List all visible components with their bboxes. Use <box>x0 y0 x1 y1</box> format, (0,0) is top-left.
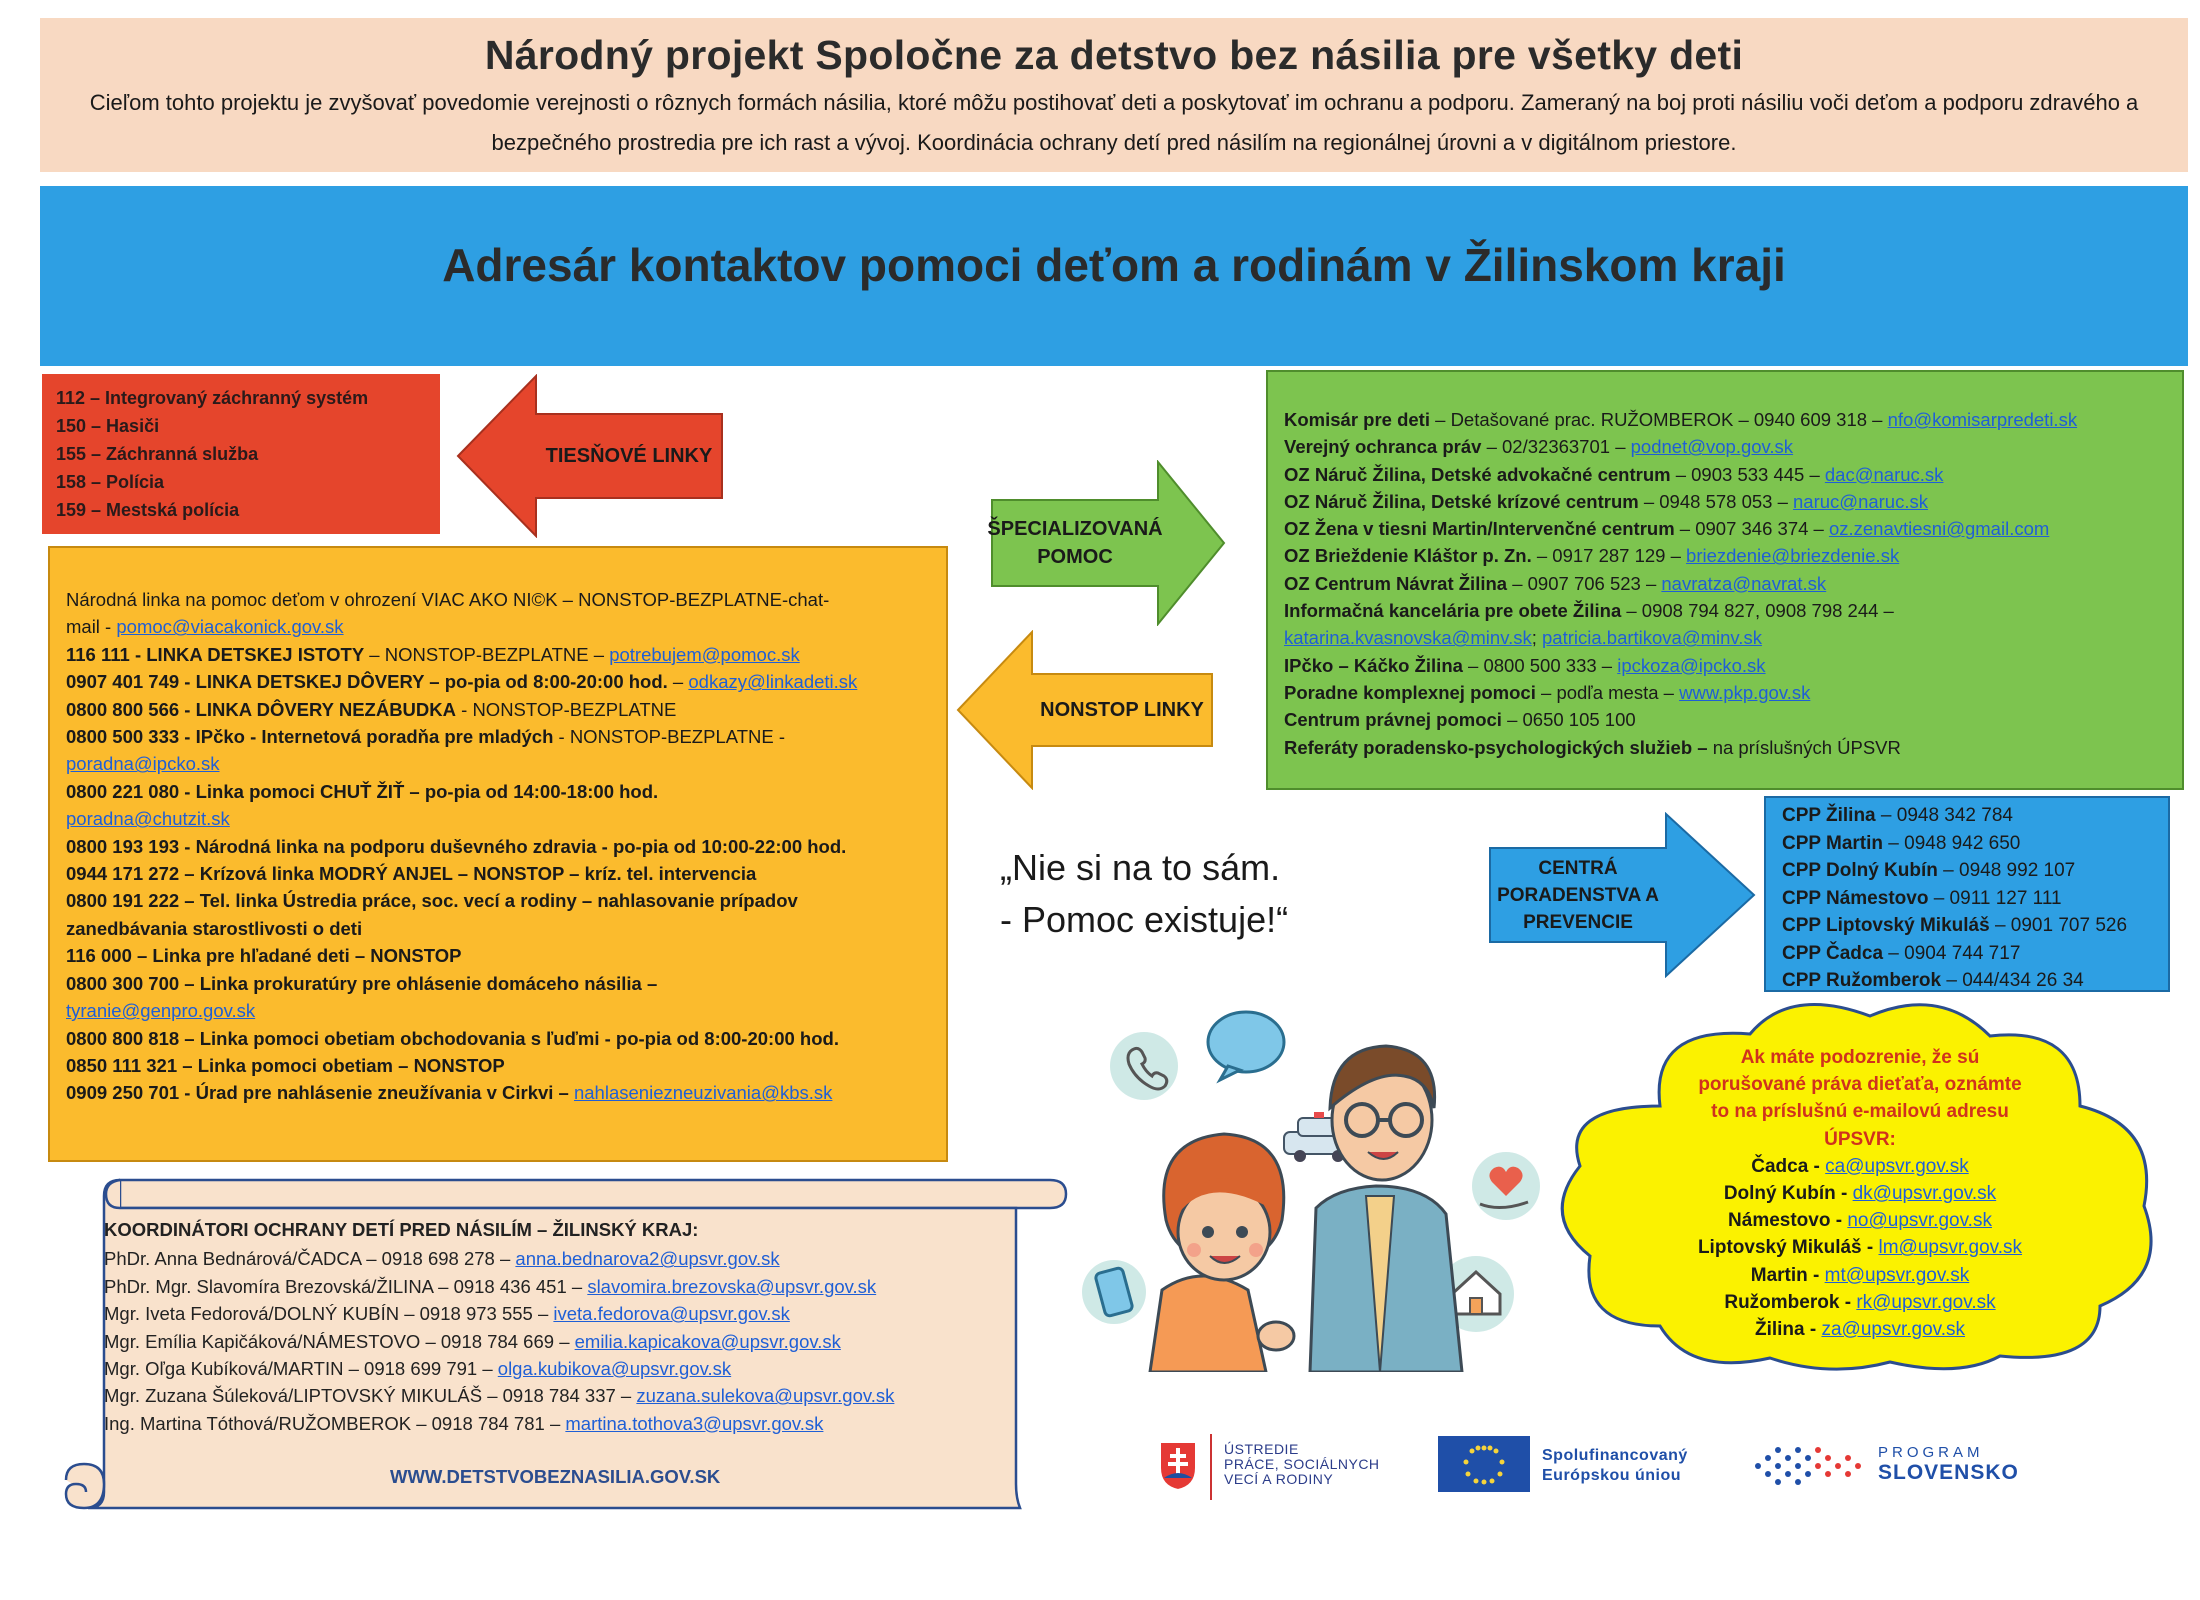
web-link[interactable]: www.pkp.gov.sk <box>1679 681 1811 703</box>
email-link[interactable]: za@upsvr.gov.sk <box>1821 1319 1966 1341</box>
email-link[interactable]: briezdenie@briezdenie.sk <box>1686 545 1900 567</box>
contact-line: 0800 800 818 – Linka pomoci obetiam obchodovania s ľuďmi - po-pia od 8:00-20:00 hod. <box>66 1027 839 1049</box>
counseling-centers-box <box>1764 796 2170 992</box>
counseling-centers-arrow <box>1488 812 1756 978</box>
coordinator-row: PhDr. Anna Bednárová/ČADCA – 0918 698 278 – anna.bednarova2@upsvr.gov.sk <box>104 1248 780 1270</box>
contact-line: 0800 800 566 - LINKA DÔVERY NEZÁBUDKA - NONSTOP-BEZPLATNE <box>66 698 677 720</box>
email-link[interactable]: lm@upsvr.gov.sk <box>1878 1237 2023 1259</box>
project-description: Cieľom tohto projektu je zvyšovať povedomie verejnosti o rôznych formách násilia, ktoré môžu postihovať deti a poskytovať im ochranu a podporu. Zameraný na boj proti násiliu voči deťom a podporu zdravého a bezpečného prostredia pre ich rast a vývoj. Koordinácia ochrany detí pred násilím na regionálnej úrovni a v digitálnom priestore. <box>89 90 2139 155</box>
email-link[interactable]: potrebujem@pomoc.sk <box>609 643 800 665</box>
arrow-label: CENTRÁ PORADENSTVA A PREVENCIE <box>1497 857 1659 933</box>
email-link[interactable]: olga.kubikova@upsvr.gov.sk <box>497 1358 732 1380</box>
phone-icon <box>1082 1260 1146 1324</box>
email-link[interactable]: dk@upsvr.gov.sk <box>1852 1183 1997 1205</box>
report-email-row: Čadca - ca@upsvr.gov.sk <box>1751 1155 1969 1177</box>
email-link[interactable]: patricia.bartikova@minv.sk <box>1542 627 1762 649</box>
report-instructions <box>1600 1044 2120 1343</box>
contact-line: OZ Náruč Žilina, Detské advokačné centrum – 0903 533 445 – dac@naruc.sk <box>1284 463 1944 485</box>
contact-line: 0850 111 321 – Linka pomoci obetiam – NONSTOP <box>66 1054 505 1076</box>
emergency-line: 150 – Hasiči <box>56 416 160 436</box>
emergency-line: 158 – Polícia <box>56 472 165 492</box>
report-email-row: Liptovský Mikuláš - lm@upsvr.gov.sk <box>1697 1237 2023 1259</box>
emergency-line: 159 – Mestská polícia <box>56 500 240 520</box>
cpp-line: CPP Dolný Kubín – 0948 992 107 <box>1782 860 2076 881</box>
contact-line: 116 111 - LINKA DETSKEJ ISTOTY – NONSTOP-BEZPLATNE – potrebujem@pomoc.sk <box>66 643 800 665</box>
contact-line: OZ Náruč Žilina, Detské krízové centrum – 0948 578 053 – naruc@naruc.sk <box>1284 490 1928 512</box>
contact-line: Informačná kancelária pre obete Žilina – 0908 794 827, 0908 798 244 – <box>1284 600 1894 622</box>
contact-line: 0800 191 222 – Tel. linka Ústredia práce, soc. vecí a rodiny – nahlasovanie prípadov <box>66 890 798 912</box>
emergency-lines-box <box>42 374 440 534</box>
eu-logo: Spolufinancovaný Európskou úniou <box>1438 1436 1738 1496</box>
parent-and-child-illustration <box>1070 1000 1540 1372</box>
heart-hand-icon <box>1472 1152 1540 1220</box>
coordinator-row: Mgr. Emília Kapičáková/NÁMESTOVO – 0918 784 669 – emilia.kapicakova@upsvr.gov.sk <box>104 1330 841 1352</box>
contact-line: 0909 250 701 - Úrad pre nahlásenie zneužívania v Cirkvi – nahlaseniezneuzivania@kbs.sk <box>66 1082 833 1104</box>
coordinator-row: PhDr. Mgr. Slavomíra Brezovská/ŽILINA – 0918 436 451 – slavomira.brezovska@upsvr.gov.sk <box>104 1275 877 1297</box>
contact-line: Národná linka na pomoc deťom v ohrození VIAC AKO NI©K – NONSTOP-BEZPLATNE-chat- <box>66 589 830 610</box>
contact-line: 0800 193 193 - Národná linka na podporu duševného zdravia - po-pia od 10:00-22:00 hod. <box>66 835 847 857</box>
contact-line: Komisár pre deti – Detašované prac. RUŽOMBEROK – 0940 609 318 – nfo@komisarpredeti.sk <box>1284 409 2078 430</box>
contact-line: OZ Žena v tiesni Martin/Intervenčné centrum – 0907 346 374 – oz.zenavtiesni@gmail.com <box>1284 518 2050 540</box>
cpp-line: CPP Žilina – 0948 342 784 <box>1782 805 2013 826</box>
emergency-lines-arrow <box>456 374 726 538</box>
cpp-line: CPP Námestovo – 0911 127 111 <box>1782 887 2062 909</box>
email-link[interactable]: nahlaseniezneuzivania@kbs.sk <box>573 1082 833 1104</box>
phone-bubble-icon <box>1110 1032 1178 1100</box>
contact-line: Centrum právnej pomoci – 0650 105 100 <box>1284 709 1636 731</box>
email-link[interactable]: navratza@navrat.sk <box>1661 572 1827 594</box>
coordinator-row: Mgr. Zuzana Šúleková/LIPTOVSKÝ MIKULÁŠ – 0918 784 337 – zuzana.sulekova@upsvr.gov.sk <box>104 1385 895 1407</box>
report-email-row: Dolný Kubín - dk@upsvr.gov.sk <box>1723 1183 1997 1205</box>
coordinator-row: Ing. Martina Tóthová/RUŽOMBEROK – 0918 784 781 – martina.tothova3@upsvr.gov.sk <box>104 1412 824 1434</box>
email-link[interactable]: iveta.fedorova@upsvr.gov.sk <box>553 1303 790 1325</box>
email-link[interactable]: poradna@chutzit.sk <box>66 808 230 830</box>
contact-line: Poradne komplexnej pomoci – podľa mesta – www.pkp.gov.sk <box>1284 681 1811 703</box>
directory-title: Adresár kontaktov pomoci deťom a rodinám v Žilinskom kraji <box>442 239 1786 291</box>
slovak-emblem-icon <box>1156 1438 1200 1492</box>
report-email-row: Žilina - za@upsvr.gov.sk <box>1754 1319 1966 1341</box>
contact-line <box>66 997 930 1024</box>
email-link[interactable]: ipckoza@ipcko.sk <box>1617 654 1766 676</box>
partner-logos <box>1150 1426 2050 1508</box>
coordinators-title: KOORDINÁTORI OCHRANY DETÍ PRED NÁSILÍM – ŽILINSKÝ KRAJ: <box>104 1219 699 1240</box>
email-link[interactable]: dac@naruc.sk <box>1824 463 1944 485</box>
directory-banner <box>40 186 2188 366</box>
project-header <box>40 18 2188 172</box>
project-title: Národný projekt Spoločne za detstvo bez násilia pre všetky deti <box>484 32 1744 78</box>
email-link[interactable]: nfo@komisarpredeti.sk <box>1887 409 2078 430</box>
email-link[interactable]: no@upsvr.gov.sk <box>1847 1210 1992 1232</box>
email-link[interactable]: naruc@naruc.sk <box>1793 490 1928 512</box>
email-link[interactable]: martina.tothova3@upsvr.gov.sk <box>565 1412 824 1434</box>
arrow-label: ŠPECIALIZOVANÁ POMOC <box>987 518 1163 568</box>
nonstop-lines-box <box>48 546 948 1162</box>
encouragement-quote: „Nie si na to sám. - Pomoc existuje!“ <box>1000 847 1289 940</box>
contact-line: 0907 401 749 - LINKA DETSKEJ DÔVERY – po-pia od 8:00-20:00 hod. – odkazy@linkadeti.sk <box>66 671 858 693</box>
email-link[interactable]: oz.zenavtiesni@gmail.com <box>1828 518 2050 540</box>
contact-line: OZ Centrum Návrat Žilina – 0907 706 523 – navratza@navrat.sk <box>1284 572 1827 594</box>
contact-line: IPčko – Káčko Žilina – 0800 500 333 – ipckoza@ipcko.sk <box>1284 654 1766 676</box>
report-email-row: Ružomberok - rk@upsvr.gov.sk <box>1724 1291 1996 1313</box>
report-email-row: Námestovo - no@upsvr.gov.sk <box>1728 1210 1992 1232</box>
eu-flag-icon <box>1438 1436 1530 1492</box>
cpp-line: CPP Ružomberok – 044/434 26 34 <box>1782 970 2084 991</box>
contact-line: OZ Brieždenie Kláštor p. Zn. – 0917 287 129 – briezdenie@briezdenie.sk <box>1284 545 1900 567</box>
contact-line: 0800 500 333 - IPčko - Internetová poradňa pre mladých - NONSTOP-BEZPLATNE - <box>66 726 785 748</box>
email-link[interactable]: zuzana.sulekova@upsvr.gov.sk <box>636 1385 895 1407</box>
email-link[interactable]: emilia.kapicakova@upsvr.gov.sk <box>574 1330 841 1352</box>
cpp-line: CPP Martin – 0948 942 650 <box>1782 832 2021 854</box>
father-figure <box>1310 1046 1462 1372</box>
contact-line: 0800 221 080 - Linka pomoci CHUŤ ŽIŤ – po-pia od 14:00-18:00 hod. <box>66 780 659 802</box>
cpp-line: CPP Liptovský Mikuláš – 0901 707 526 <box>1782 915 2128 936</box>
contact-line: Verejný ochranca práv – 02/32363701 – podnet@vop.gov.sk <box>1284 436 1794 458</box>
coordinator-row: Mgr. Iveta Fedorová/DOLNÝ KUBÍN – 0918 973 555 – iveta.fedorova@upsvr.gov.sk <box>104 1303 790 1325</box>
email-link[interactable]: katarina.kvasnovska@minv.sk <box>1284 627 1532 649</box>
contact-line: katarina.kvasnovska@minv.sk; patricia.bartikova@minv.sk <box>1284 627 1762 649</box>
website-link[interactable]: WWW.DETSTVOBEZNASILIA.GOV.SK <box>390 1466 721 1488</box>
arrow-label: TIESŇOVÉ LINKY <box>545 445 713 467</box>
email-link[interactable]: ca@upsvr.gov.sk <box>1825 1155 1969 1177</box>
emergency-line: 155 – Záchranná služba <box>56 444 259 464</box>
coordinators-list <box>104 1216 1024 1491</box>
email-link[interactable]: mt@upsvr.gov.sk <box>1824 1264 1970 1286</box>
contact-line: 116 000 – Linka pre hľadané deti – NONSTOP <box>66 945 462 967</box>
email-link[interactable]: pomoc@viacakonick.gov.sk <box>116 616 344 638</box>
contact-line: Referáty poradensko-psychologických služieb – na príslušných ÚPSVR <box>1284 736 1901 758</box>
email-link[interactable]: anna.bednarova2@upsvr.gov.sk <box>515 1248 780 1270</box>
contact-line: zanedbávania starostlivosti o deti <box>66 917 363 939</box>
arrow-label: NONSTOP LINKY <box>1040 699 1204 721</box>
contact-line: mail - pomoc@viacakonick.gov.sk <box>66 616 344 638</box>
email-link[interactable]: slavomira.brezovska@upsvr.gov.sk <box>587 1275 877 1297</box>
email-link[interactable]: rk@upsvr.gov.sk <box>1856 1291 1996 1313</box>
specialized-help-arrow <box>987 460 1226 626</box>
contact-line: 0944 171 272 – Krízová linka MODRÝ ANJEL – NONSTOP – kríz. tel. intervencia <box>66 863 757 885</box>
email-link[interactable]: odkazy@linkadeti.sk <box>688 671 858 693</box>
cpp-line: CPP Čadca – 0904 744 717 <box>1782 942 2021 964</box>
family-illustration <box>1070 1000 1540 1372</box>
upsvr-logo: ÚSTREDIE PRÁCE, SOCIÁLNYCH VECÍ A RODINY <box>1156 1434 1416 1504</box>
contact-line <box>66 750 930 777</box>
contact-line: 0800 300 700 – Linka prokuratúry pre ohlásenie domáceho násilia – <box>66 972 658 994</box>
contact-line <box>66 805 930 832</box>
coordinator-row: Mgr. Oľga Kubíková/MARTIN – 0918 699 791 – olga.kubikova@upsvr.gov.sk <box>104 1358 732 1380</box>
report-email-row: Martin - mt@upsvr.gov.sk <box>1750 1264 1970 1286</box>
email-link[interactable]: podnet@vop.gov.sk <box>1630 436 1794 458</box>
program-slovensko-icon <box>1748 1436 1868 1496</box>
nonstop-lines-arrow <box>956 630 1216 790</box>
email-link[interactable]: tyranie@genpro.gov.sk <box>66 1000 256 1022</box>
child-figure <box>1150 1134 1294 1372</box>
email-link[interactable]: poradna@ipcko.sk <box>66 753 220 775</box>
program-slovensko-logo: PROGRAM SLOVENSKO <box>1748 1434 2048 1500</box>
specialized-help-box <box>1266 370 2184 790</box>
chat-bubble-icon <box>1208 1012 1284 1080</box>
report-intro: Ak máte podozrenie, že sú porušované práva dieťaťa, oznámte to na príslušnú e-mailovú adresu ÚPSVR: <box>1698 1047 2022 1150</box>
emergency-line: 112 – Integrovaný záchranný systém <box>56 388 369 408</box>
